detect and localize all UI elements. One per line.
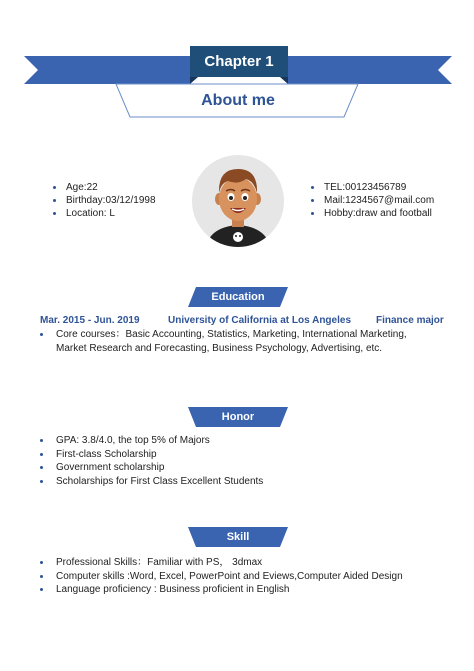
skill-header bbox=[188, 527, 288, 547]
info-item: Birthday:03/12/1998 bbox=[50, 194, 156, 207]
ribbon-left-tail bbox=[24, 56, 190, 84]
honor-header bbox=[188, 407, 288, 427]
list-item: Government scholarship bbox=[40, 461, 440, 475]
education-list bbox=[40, 328, 440, 355]
list-item: First-class Scholarship bbox=[40, 448, 440, 462]
skill-heading: Skill bbox=[226, 531, 250, 543]
about-title: About me bbox=[201, 92, 275, 109]
skill-list bbox=[40, 556, 440, 597]
education-major: Finance major bbox=[376, 315, 444, 326]
list-item: GPA: 3.8/4.0, the top 5% of Majors bbox=[40, 434, 440, 448]
info-item: Hobby:draw and football bbox=[308, 207, 434, 220]
info-item: Location: L bbox=[50, 207, 156, 220]
list-item: Language proficiency : Business proficient in English bbox=[40, 583, 440, 597]
education-header bbox=[188, 287, 288, 307]
info-item: TEL:00123456789 bbox=[308, 181, 434, 194]
ribbon-right-fold bbox=[280, 77, 288, 84]
personal-info-right bbox=[308, 181, 434, 220]
honor-list bbox=[40, 434, 440, 488]
ribbon-right-tail bbox=[288, 56, 452, 84]
education-school: University of California at Los Angeles bbox=[168, 315, 352, 326]
list-item: Core courses：Basic Accounting, Statistics, Marketing, International Marketing, Market Research and Forecasting, Business Psychology, Advertising, etc. bbox=[40, 328, 440, 355]
avatar bbox=[192, 155, 284, 247]
list-item: Scholarships for First Class Excellent Students bbox=[40, 475, 440, 489]
personal-info-left bbox=[50, 181, 156, 220]
info-item: Age:22 bbox=[50, 181, 156, 194]
education-row bbox=[0, 315, 474, 329]
list-item: Professional Skills：Familiar with PS， 3dmax bbox=[40, 556, 440, 570]
list-item: Computer skills :Word, Excel, PowerPoint and Eviews,Computer Aided Design bbox=[40, 570, 440, 584]
education-heading: Education bbox=[211, 291, 265, 303]
ribbon-left-fold bbox=[190, 77, 198, 84]
education-dates: Mar. 2015 - Jun. 2019 bbox=[40, 315, 140, 326]
honor-heading: Honor bbox=[221, 411, 255, 423]
chapter-title: Chapter 1 bbox=[204, 53, 274, 70]
info-item: Mail:1234567@mail.com bbox=[308, 194, 434, 207]
